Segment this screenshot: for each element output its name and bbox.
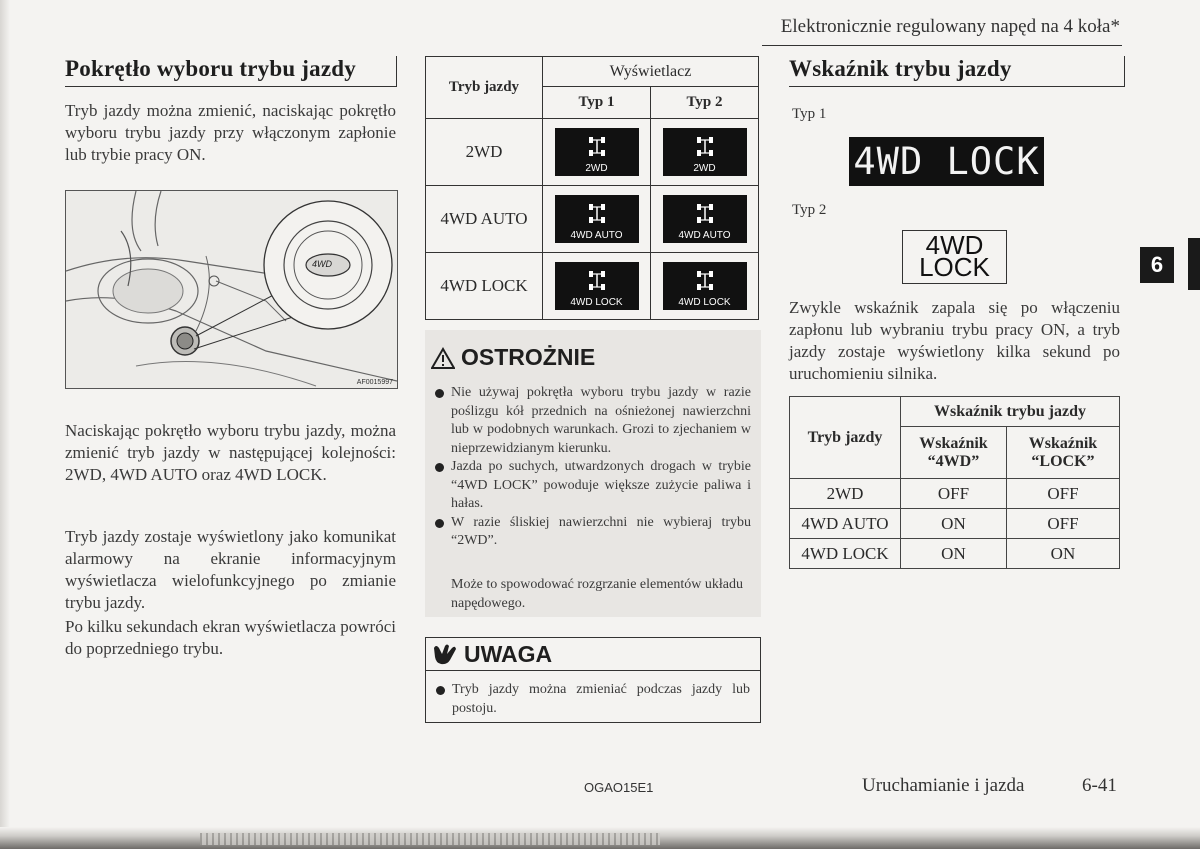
lcd-icon-type2-2wd: [663, 128, 747, 176]
indicator-4wd-cell: OFF: [901, 479, 1007, 509]
car-drivetrain-icon: [695, 201, 715, 227]
indicator-lock-cell: OFF: [1006, 509, 1119, 539]
display-table-header-display: Wyświetlacz: [543, 57, 759, 87]
knob-illustration: [65, 190, 398, 389]
indicator-4wd-cell: ON: [901, 539, 1007, 569]
lcd-icon-type2-4wd-lock: [663, 262, 747, 310]
indicator-mode-cell: 4WD AUTO: [790, 509, 901, 539]
car-drivetrain-icon: [695, 268, 715, 294]
paragraph-return: Po kilku sekundach ekran wyświetlacza powróci do poprzedniego trybu.: [65, 617, 396, 658]
note-heading: [426, 638, 760, 671]
section-heading-indicator-text: Wskaźnik trybu jazdy: [789, 56, 1012, 81]
type1-label: Typ 1: [792, 106, 827, 122]
display-table-row: [426, 186, 759, 253]
section-heading-knob-text: Pokrętło wyboru trybu jazdy: [65, 56, 356, 81]
caution-item: Nie używaj pokrętła wyboru trybu jazdy w razie poślizgu kół przednich na ośnieżonej nawierzchni lub w podobnych warunkach. Grozi to zjechaniem w nieprzewidzianym kierunku.: [429, 384, 751, 458]
spine-stitching: [200, 833, 660, 845]
lcd-label: 4WD LOCK: [678, 297, 731, 308]
section-heading-knob: [65, 56, 397, 87]
warning-triangle-icon: [431, 347, 455, 369]
type2-indicator-display: [902, 230, 1007, 284]
car-drivetrain-icon: [587, 201, 607, 227]
console-drawing: [66, 191, 397, 388]
indicator-table-header-indicator: Wskaźnik trybu jazdy: [901, 397, 1120, 427]
indicator-table-header-4wd: Wskaźnik “4WD”: [901, 427, 1007, 479]
running-header: Elektronicznie regulowany napęd na 4 koła*: [780, 16, 1120, 37]
indicator-4wd-cell: ON: [901, 509, 1007, 539]
display-table: [425, 56, 759, 320]
display-mode-cell: 4WD AUTO: [426, 186, 543, 253]
lcd-label: 4WD AUTO: [678, 230, 731, 241]
lcd-icon-type1-4wd-auto: [555, 195, 639, 243]
display-mode-cell: 4WD LOCK: [426, 253, 543, 320]
footer-code: OGAO15E1: [584, 780, 654, 795]
display-mode-cell: 2WD: [426, 119, 543, 186]
indicator-table-row: [790, 509, 1120, 539]
car-drivetrain-icon: [587, 268, 607, 294]
display-table-row: [426, 253, 759, 320]
indicator-lock-cell: OFF: [1006, 479, 1119, 509]
caution-title: OSTROŻNIE: [461, 344, 596, 370]
display-type1-cell: [543, 186, 651, 253]
display-type2-cell: [651, 186, 759, 253]
note-box: [425, 637, 761, 723]
caution-box: [425, 330, 761, 617]
note-title: UWAGA: [464, 640, 553, 667]
type1-indicator-display: 4WD LOCK: [849, 137, 1044, 186]
type2-indicator-line2: LOCK: [919, 252, 990, 282]
knob-label: 4WD: [312, 259, 332, 269]
car-drivetrain-icon: [695, 134, 715, 160]
caution-list: [429, 384, 751, 551]
display-table-row: [426, 119, 759, 186]
car-drivetrain-icon: [587, 134, 607, 160]
display-type2-cell: [651, 119, 759, 186]
display-type1-cell: [543, 253, 651, 320]
indicator-table-row: [790, 479, 1120, 509]
indicator-mode-cell: 4WD LOCK: [790, 539, 901, 569]
caution-item: W razie śliskiej nawierzchni nie wybieraj trybu “2WD”.: [429, 514, 751, 551]
lcd-label: 4WD LOCK: [570, 297, 623, 308]
paragraph-message: Tryb jazdy zostaje wyświetlony jako komunikat alarmowy na ekranie informacyjnym wyświetlacza wielofunkcyjnego po zmianie trybu jazdy.: [65, 527, 396, 612]
indicator-table-header-lock: Wskaźnik “LOCK”: [1006, 427, 1119, 479]
note-list: [426, 671, 760, 718]
note-item: Tryb jazdy można zmieniać podczas jazdy lub postoju.: [430, 681, 750, 718]
header-rule: [762, 45, 1122, 46]
paragraph-sequence: Naciskając pokrętło wyboru trybu jazdy, można zmienić tryb jazdy w następującej kolejności: 2WD, 4WD AUTO oraz 4WD LOCK.: [65, 421, 396, 484]
figure-code: AF0015997: [356, 379, 393, 386]
indicator-table: [789, 396, 1120, 569]
caution-item: Jazda po suchych, utwardzonych drogach w trybie “4WD LOCK” powoduje większe zużycie paliwa i hałas.: [429, 458, 751, 514]
chapter-tab-edge: [1188, 238, 1200, 290]
lcd-label: 2WD: [693, 163, 716, 174]
intro-paragraph: Tryb jazdy można zmienić, naciskając pokrętło wyboru trybu jazdy przy włączonym zapłonie lub trybie pracy ON.: [65, 101, 396, 164]
section-heading-indicator: [789, 56, 1125, 87]
indicator-mode-cell: 2WD: [790, 479, 901, 509]
lcd-icon-type1-4wd-lock: [555, 262, 639, 310]
lcd-icon-type1-2wd: [555, 128, 639, 176]
indicator-lock-cell: ON: [1006, 539, 1119, 569]
display-type1-cell: [543, 119, 651, 186]
display-table-header-type1: Typ 1: [543, 87, 651, 119]
type2-label: Typ 2: [792, 202, 827, 218]
indicator-paragraph: Zwykle wskaźnik zapala się po włączeniu zapłonu lub wybraniu trybu pracy ON, a tryb jazdy zostaje wyświetlony kilka sekund po uruchomieniu silnika.: [789, 298, 1120, 383]
indicator-table-row: [790, 539, 1120, 569]
chapter-tab: 6: [1140, 247, 1174, 283]
caution-continuation: Może to spowodować rozgrzanie elementów układu napędowego.: [451, 577, 743, 611]
lcd-label: 2WD: [585, 163, 608, 174]
caution-heading: [431, 344, 595, 371]
note-hand-icon: [432, 642, 458, 666]
display-type2-cell: [651, 253, 759, 320]
display-table-header-mode: Tryb jazdy: [426, 57, 543, 119]
indicator-table-header-mode: Tryb jazdy: [790, 397, 901, 479]
display-table-header-type2: Typ 2: [651, 87, 759, 119]
lcd-label: 4WD AUTO: [570, 230, 623, 241]
footer-section: Uruchamianie i jazda: [862, 775, 1025, 796]
lcd-icon-type2-4wd-auto: [663, 195, 747, 243]
page-edge-shadow: [0, 0, 10, 849]
book-spine-shadow: [0, 827, 1200, 849]
page-number: 6-41: [1082, 775, 1117, 796]
type2-indicator-line1: 4WD: [925, 230, 984, 260]
